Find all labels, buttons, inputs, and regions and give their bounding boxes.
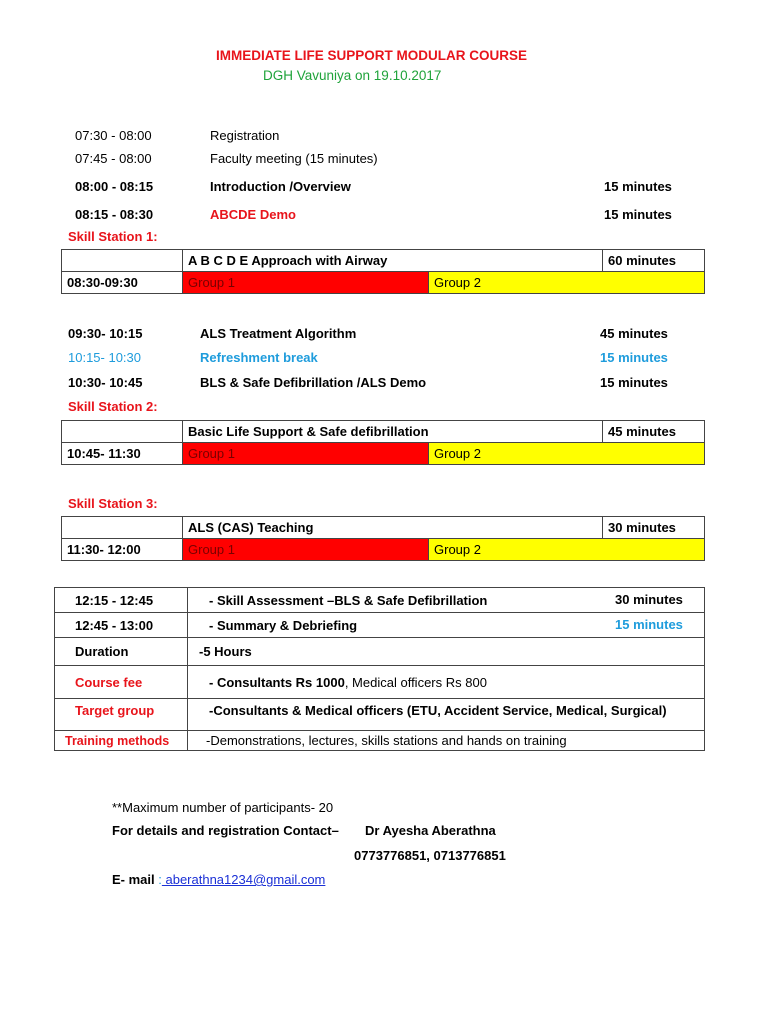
summary-value: -Consultants & Medical officers (ETU, Accident Service, Medical, Surgical) <box>188 699 705 731</box>
schedule-activity: ALS Treatment Algorithm <box>200 326 357 341</box>
summary-duration: 15 minutes <box>615 617 683 632</box>
fee-consultants: - Consultants Rs 1000 <box>209 674 345 690</box>
schedule-activity: ABCDE Demo <box>210 207 296 222</box>
summary-label: 12:45 - 13:00 <box>55 613 188 638</box>
fee-medical-officers: , Medical officers Rs 800 <box>344 674 487 690</box>
skill-station-label: Skill Station 1: <box>68 229 158 244</box>
schedule-duration: 15 minutes <box>600 375 668 390</box>
schedule-activity: Registration <box>210 128 280 143</box>
summary-label: Duration <box>55 638 188 666</box>
summary-value <box>188 666 705 699</box>
skill-station-table <box>61 420 705 465</box>
email-separator: : <box>158 872 162 887</box>
summary-duration: 30 minutes <box>615 592 683 607</box>
group-2-fill <box>603 443 705 465</box>
group-2-cell: Group 2 <box>429 539 603 561</box>
contact-label: For details and registration Contact– <box>112 823 339 838</box>
summary-table <box>54 587 705 751</box>
page-title: IMMEDIATE LIFE SUPPORT MODULAR COURSE <box>216 48 528 63</box>
skill-station-label: Skill Station 2: <box>68 399 158 414</box>
summary-value: -5 Hours <box>188 638 705 666</box>
station-time: 10:45- 11:30 <box>62 443 183 465</box>
station-duration: 45 minutes <box>603 421 705 443</box>
station-topic: Basic Life Support & Safe defibrillation <box>183 421 603 443</box>
schedule-time: 07:30 - 08:00 <box>75 128 152 143</box>
group-2-cell: Group 2 <box>429 443 603 465</box>
summary-value: -Demonstrations, lectures, skills stations and hands on training <box>188 731 705 751</box>
skill-station-label: Skill Station 3: <box>68 496 158 511</box>
schedule-duration: 15 minutes <box>604 207 672 222</box>
group-1-cell: Group 1 <box>183 272 429 294</box>
schedule-activity: Introduction /Overview <box>210 179 351 194</box>
schedule-duration: 15 minutes <box>604 179 672 194</box>
summary-label: Training methods <box>55 731 188 751</box>
contact-phones: 0773776851, 0713776851 <box>354 848 506 863</box>
station-time-empty <box>62 421 183 443</box>
summary-value <box>188 588 705 613</box>
station-time: 11:30- 12:00 <box>62 539 183 561</box>
schedule-time: 08:15 - 08:30 <box>75 207 154 222</box>
group-2-fill <box>603 272 705 294</box>
contact-name: Dr Ayesha Aberathna <box>365 823 496 838</box>
schedule-time: 07:45 - 08:00 <box>75 151 152 166</box>
max-participants-note: **Maximum number of participants- 20 <box>112 800 334 815</box>
station-topic: A B C D E Approach with Airway <box>183 250 603 272</box>
schedule-time: 10:15- 10:30 <box>68 350 142 365</box>
summary-label: Course fee <box>55 666 188 699</box>
schedule-duration: 15 minutes <box>600 350 668 365</box>
page-subtitle: DGH Vavuniya on 19.10.2017 <box>263 68 442 83</box>
station-time: 08:30-09:30 <box>62 272 183 294</box>
schedule-activity: Refreshment break <box>200 350 318 365</box>
schedule-time: 10:30- 10:45 <box>68 375 143 390</box>
group-1-cell: Group 1 <box>183 443 429 465</box>
summary-text: - Summary & Debriefing <box>209 617 358 633</box>
schedule-time: 08:00 - 08:15 <box>75 179 154 194</box>
summary-value <box>188 613 705 638</box>
schedule-time: 09:30- 10:15 <box>68 326 143 341</box>
station-time-empty <box>62 250 183 272</box>
schedule-duration: 45 minutes <box>600 326 668 341</box>
skill-station-table <box>61 516 705 561</box>
email-line <box>112 872 325 887</box>
station-topic: ALS (CAS) Teaching <box>183 517 603 539</box>
summary-label: Target group <box>55 699 188 731</box>
email-label: E- mail <box>112 872 155 887</box>
station-duration: 60 minutes <box>603 250 705 272</box>
group-2-cell: Group 2 <box>429 272 603 294</box>
group-1-cell: Group 1 <box>183 539 429 561</box>
schedule-activity: BLS & Safe Defibrillation /ALS Demo <box>200 375 427 390</box>
summary-text: - Skill Assessment –BLS & Safe Defibrillation <box>209 592 488 608</box>
email-link[interactable]: aberathna1234@gmail.com <box>161 872 326 887</box>
group-2-fill <box>603 539 705 561</box>
schedule-activity: Faculty meeting (15 minutes) <box>210 151 378 166</box>
station-time-empty <box>62 517 183 539</box>
station-duration: 30 minutes <box>603 517 705 539</box>
skill-station-table <box>61 249 705 294</box>
summary-label: 12:15 - 12:45 <box>55 588 188 613</box>
